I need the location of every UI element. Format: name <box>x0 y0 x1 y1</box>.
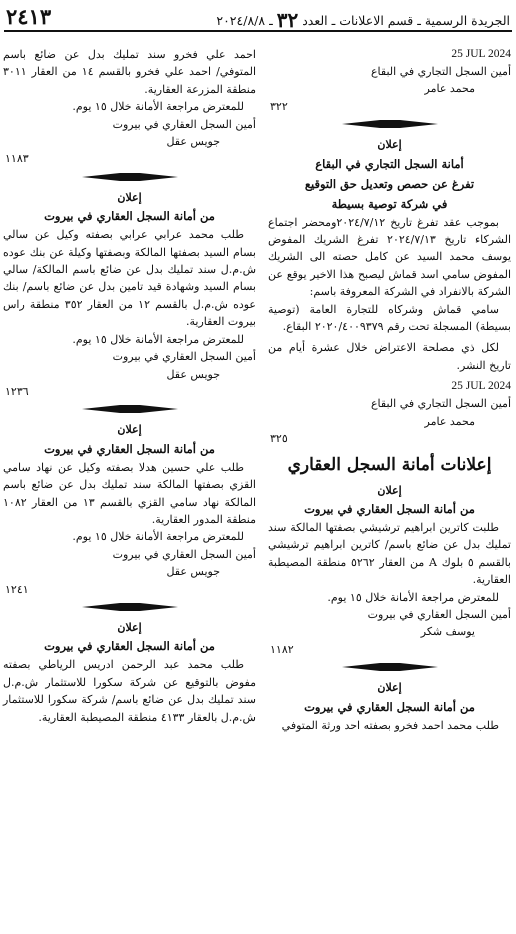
notice-title: من أمانة السجل العقاري في بيروت <box>44 209 215 224</box>
notice-label: إعلان <box>377 681 402 695</box>
notice-title: من أمانة السجل العقاري في بيروت <box>304 699 475 714</box>
signature-title: أمين السجل العقاري في بيروت <box>112 547 256 561</box>
signature-name: جويس عقل <box>166 135 220 149</box>
notice-body: للمعترض مراجعة الأمانة خلال ١٥ يوم. <box>72 530 244 544</box>
issue-number: ٣٢ <box>276 8 299 32</box>
signature-title: أمين السجل التجاري في البقاع <box>370 397 511 411</box>
notice-label: إعلان <box>377 138 402 152</box>
notice-label: إعلان <box>117 423 142 437</box>
notice-subtitle: في شركة توصية بسيطة <box>331 196 448 211</box>
signature-title: أمين السجل العقاري في بيروت <box>112 350 256 364</box>
section-heading: إعلانات أمانة السجل العقاري <box>287 454 492 475</box>
notice-number: ٣٢٥ <box>270 432 288 446</box>
notice-body: لكل ذي مصلحة الاعتراض خلال عشرة أيام من تاريخ النشر. <box>268 341 511 372</box>
section-divider <box>3 598 256 616</box>
notice-body: طلب محمد عرابي عرابي بصفته وكيل عن سالي بسام السيد بصفتها المالكة وبصفتها وكيلة عن بنك عوده ش.م.ل سند تمليك بدل عن ضائع باسم المالكة/ سالي بسام السيد وشهادة قيد تامين بدل عن ضائع باسم/ بنك عوده ش.م.ل بالقسم ١٢ من العقار ٣٥٢ منطقة راس بيروت العقارية. <box>3 228 256 329</box>
notice-label: إعلان <box>117 620 142 634</box>
section-divider <box>268 658 511 676</box>
notice-label: إعلان <box>377 483 402 497</box>
notice-body: طلب محمد عبد الرحمن ادريس الرياطي بصفته مفوض بالتوقيع عن شركة سكورا للاستثمار ش.م.ل سند تمليك بدل عن ضائع باسم/ شركة سكورا للاستثمار ش.م.ل بالعقار ٤١٣٣ منطقة المصيطبة العقارية. <box>3 658 256 724</box>
section-divider <box>3 168 256 186</box>
notice-body: بموجب عقد تفرغ تاريخ ٢٠٢٤/٧/١٢ومحضر اجتماع الشركاء تاريخ ٢٠٢٤/٧/١٣ تفرغ الشريك المفوض يوسف محمد السيد عن كامل حصته الى الشريك المفوض سامي اسد قماش ليصبح هذا الاخير يوقع عن الشركة بالانفراد في الشركة المعروفة باسم: <box>268 215 511 299</box>
right-column <box>268 46 511 734</box>
notice-number: ١١٨٣ <box>5 152 29 166</box>
notice-label: إعلان <box>117 190 142 204</box>
signature-title: أمين السجل العقاري في بيروت <box>367 607 511 621</box>
left-column <box>3 46 256 726</box>
notice-subtitle: تفرغ عن حصص وتعديل حق التوقيع <box>304 176 475 191</box>
notice-body: للمعترض مراجعة الأمانة خلال ١٥ يوم. <box>72 332 244 346</box>
header-date: ـ ٢٠٢٤/٨/٨ <box>216 13 273 28</box>
signature-name: يوسف شكر <box>420 625 475 639</box>
notice-date: 25 JUL 2024 <box>451 380 511 393</box>
signature-title: أمين السجل العقاري في بيروت <box>112 117 256 131</box>
signature-name: محمد عامر <box>424 414 475 428</box>
notice-title: من أمانة السجل العقاري في بيروت <box>44 441 215 456</box>
notice-body: احمد علي فخرو سند تمليك بدل عن ضائع باسم المتوفي/ احمد علي فخرو بالقسم ١٤ من العقار ٣٠١١ منطقة المزرعة العقارية. <box>3 48 256 96</box>
notice-date: 25 JUL 2024 <box>451 48 511 60</box>
notice-body: للمعترض مراجعة الأمانة خلال ١٥ يوم. <box>72 100 244 114</box>
notice-title: أمانة السجل التجاري في البقاع <box>315 156 464 171</box>
notice-number: ١٢٣٦ <box>5 384 29 398</box>
notice-body: طلب محمد احمد فخرو بصفته احد ورثة المتوفي <box>281 718 499 732</box>
header-title <box>216 8 510 32</box>
section-divider <box>3 400 256 418</box>
section-divider <box>268 115 511 133</box>
page-number: ٢٤١٣ <box>6 4 52 29</box>
notice-number: ١١٨٢ <box>270 642 294 656</box>
notice-number: ٣٢٢ <box>270 99 288 113</box>
page-header <box>4 6 512 32</box>
signature-name: جويس عقل <box>166 367 220 381</box>
signature-title: أمين السجل التجاري في البقاع <box>370 65 511 78</box>
notice-body: سامي قماش وشركاه للتجارة العامة (توصية بسيطة) المسجلة تحت رقم ٢٠٢٠/٤٠٠٩٣٧٩ البقاع. <box>268 302 511 334</box>
notice-title: من أمانة السجل العقاري في بيروت <box>304 501 475 516</box>
notice-body: للمعترض مراجعة الأمانة خلال ١٥ يوم. <box>327 590 499 604</box>
notice-number: ١٢٤١ <box>5 582 29 596</box>
notice-body: طلب علي حسين هدلا بصفته وكيل عن نهاد سامي القزي بصفتها المالكة سند تمليك بدل عن ضائع باسم المالكة نهاد سامي القزي بالقسم ١٣ من العقار ١٠٨٢ منطقة المدور العقارية. <box>3 460 256 526</box>
header-title-prefix: الجريدة الرسمية ـ قسم الاعلانات ـ العدد <box>302 13 510 28</box>
notice-body: طلبت كاترين ابراهيم ترشيشي بصفتها المالكة سند تمليك بدل عن ضائع باسم/ كاترين ابراهيم ترشيشي بالقسم ٥ بلوك A من العقار ٥٢٦٢ منطقة المصيطبة العقارية. <box>268 520 511 587</box>
signature-name: محمد عامر <box>424 82 475 96</box>
notice-title: من أمانة السجل العقاري في بيروت <box>44 639 215 654</box>
signature-name: جويس عقل <box>166 565 220 579</box>
